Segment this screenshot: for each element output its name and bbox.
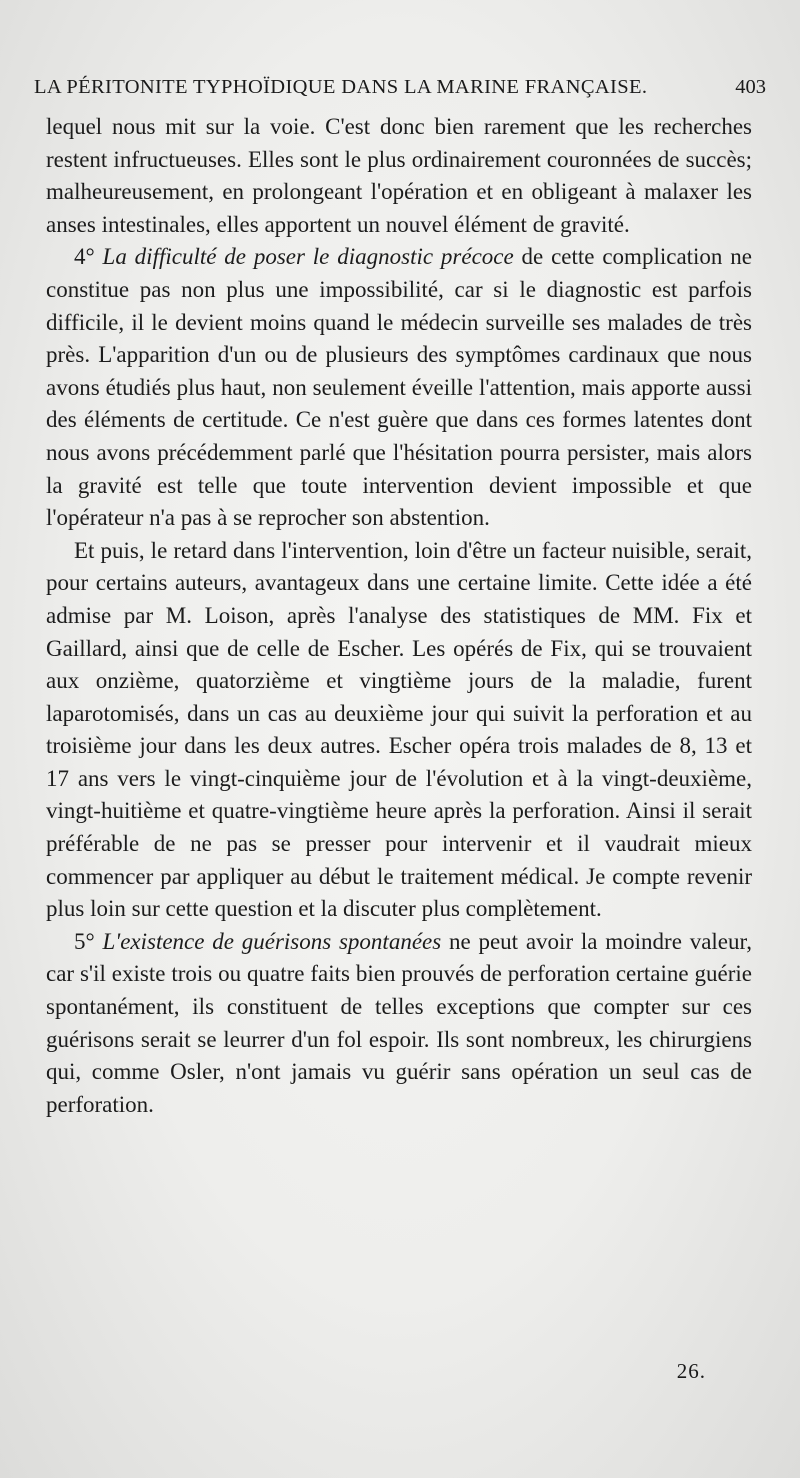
paragraph-text: Et puis, le retard dans l'intervention, loin d'être un facteur nuisible, serait, pour certains auteurs, avantageux dans une certaine limite. Cette idée a été admise par M. Loison, après l'analyse des statistiques de MM. Fix et Gaillard, ainsi que de celle de Escher. Les opérés de Fix, qui se trouvaient aux onzième, quatorzième et vingtième jours de la maladie, furent laparotomisés, dans un cas au deuxième jour qui suivit la perforation et au troisième jour dans les deux autres. Escher opéra trois malades de 8, 13 et 17 ans vers le vingt-cinquième jour de l'évolution et à la vingt-deuxième, vingt-huitième et quatre-vingtième heure après la perforation. Ainsi il serait préférable de ne pas se presser pour intervenir et il vaudrait mieux commencer par appliquer au début le traitement médical. Je compte revenir plus loin sur cette question et la discuter plus complètement. [46,537,752,922]
paragraph-number: 4° [74,244,103,270]
paragraph-text: de cette complication ne constitue pas non plus une impossibilité, car si le diagnostic est parfois difficile, il le devient moins quand le médecin surveille ses malades de très près. L'apparition d'un ou de plusieurs des symptômes cardinaux que nous avons étudiés plus haut, non seulement éveille l'attention, mais apporte aussi des éléments de certitude. Ce n'est guère que dans ces formes latentes dont nous avons précédemment parlé que l'hésitation pourra persister, mais alors la gravité est telle que toute intervention devient impossible et que l'opérateur n'a pas à se reprocher son abstention. [46,244,752,531]
body-text [46,111,752,1121]
paragraph-continuation [46,111,752,241]
paragraph-italic-heading: L'existence de guérisons spontanées [102,928,449,954]
paragraph-italic-heading: La difficulté de poser le diagnostic précoce [102,244,522,270]
running-title: LA PÉRITONITE TYPHOÏDIQUE DANS LA MARINE FRANÇAISE. [34,76,648,98]
page-header [34,72,766,102]
paragraph-text: ne peut avoir la moindre valeur, car s'il existe trois ou quatre faits bien prouvés de perforation certaine guérie spontanément, ils constituent de telles exceptions que compter sur ces guérisons serait se leurrer d'un fol espoir. Ils sont nombreux, les chirurgiens qui, comme Osler, n'ont jamais vu guérir sans opération un seul cas de perforation. [46,928,752,1117]
page-number: 403 [735,76,766,98]
signature-mark: 26. [676,1359,706,1383]
paragraph-spontaneous-cures [46,926,752,1122]
paragraph-intervention-delay [46,535,752,926]
paragraph-text: lequel nous mit sur la voie. C'est donc bien rarement que les recherches restent infructueuses. Elles sont le plus ordinairement couronnées de succès; malheureusement, en prolongeant l'opération et en obligeant à malaxer les anses intestinales, elles apportent un nouvel élément de gravité. [46,114,752,237]
paragraph-number: 5° [74,928,103,954]
paragraph-diagnostic [46,241,752,534]
